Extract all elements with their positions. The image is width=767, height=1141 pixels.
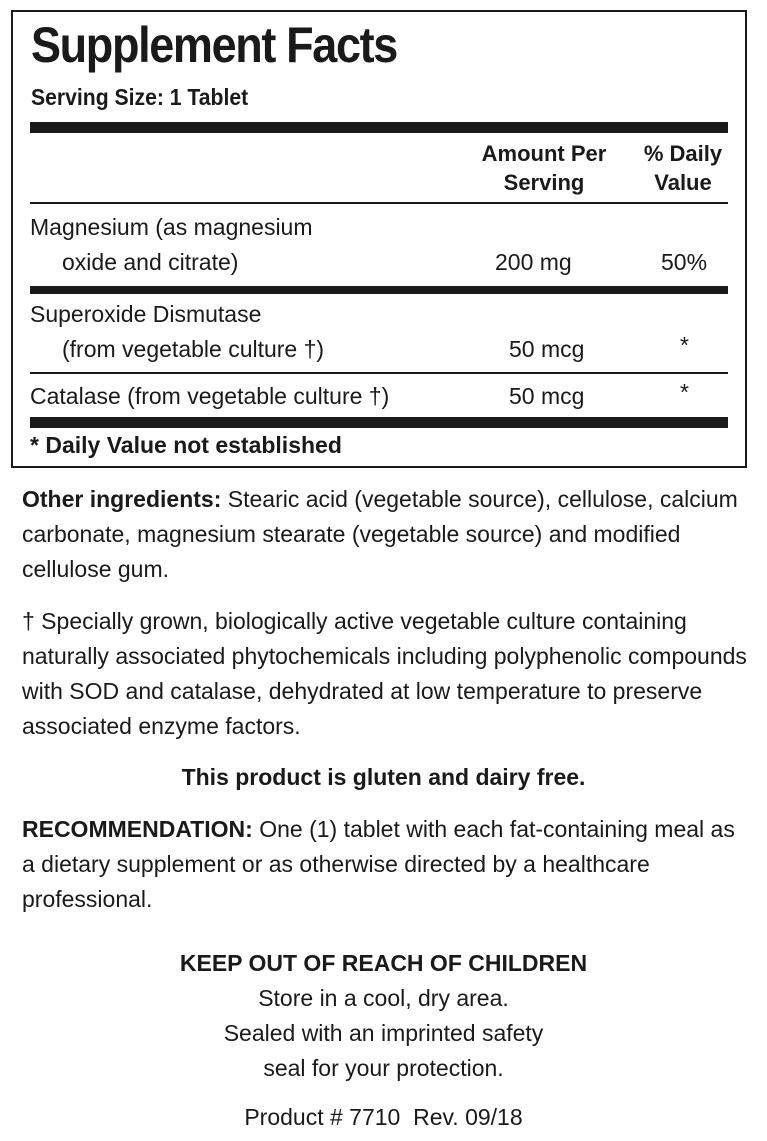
other-ingredients-label: Other ingredients: [22,486,222,512]
gluten-free-statement: This product is gluten and dairy free. [181,764,586,790]
storage-instruction: Store in a cool, dry area. [258,985,509,1011]
divider-thick [30,122,728,133]
warnings-block [0,946,767,1086]
product-info: Product # 7710 Rev. 09/18 [244,1104,523,1130]
divider-thick [30,417,728,428]
seal-note-line2: seal for your protection. [263,1055,504,1081]
seal-note-line1: Sealed with an imprinted safety [223,1020,544,1046]
nutrient-amount: 200 mg [495,249,572,275]
keep-out-warning: KEEP OUT OF REACH OF CHILDREN [179,950,588,976]
nutrient-daily-value: * [680,332,689,358]
nutrient-daily-value: 50% [661,249,708,275]
divider-thin [30,372,728,374]
nutrient-daily-value: * [680,379,689,405]
recommendation [22,812,752,917]
nutrient-name-catalase: Catalase (from vegetable culture †) [30,383,390,409]
supplement-facts-panel [11,10,747,468]
recommendation-label: RECOMMENDATION: [22,816,253,842]
recommendation-text: One (1) tablet with each fat-containing meal as a dietary supplement or as otherwise directed by a healthcare professional. [22,816,735,912]
header-amount: Amount Per Serving [481,141,607,195]
culture-note: † Specially grown, biologically active vegetable culture containing naturally associated phytochemicals including polyphenolic compounds with SOD and catalase, dehydrated at low temperature to preserve associated enzyme factors. [22,608,747,739]
other-ingredients [22,482,752,587]
nutrient-name-sod: Superoxide Dismutase (from vegetable culture †) [30,301,325,362]
other-ingredients-text: Stearic acid (vegetable source), cellulose, calcium carbonate, magnesium stearate (vegetable source) and modified cellulose gum. [22,486,738,582]
facts-title: Supplement Facts [31,17,397,73]
divider-medium [30,286,728,294]
serving-size: Serving Size: 1 Tablet [31,84,249,110]
nutrient-amount: 50 mcg [509,336,585,362]
divider-thin [30,202,728,204]
header-daily-value: % Daily Value [643,141,723,195]
daily-value-footnote: * Daily Value not established [30,432,342,458]
nutrient-name-magnesium: Magnesium (as magnesium oxide and citrate) [30,214,313,275]
nutrient-amount: 50 mcg [509,383,585,409]
